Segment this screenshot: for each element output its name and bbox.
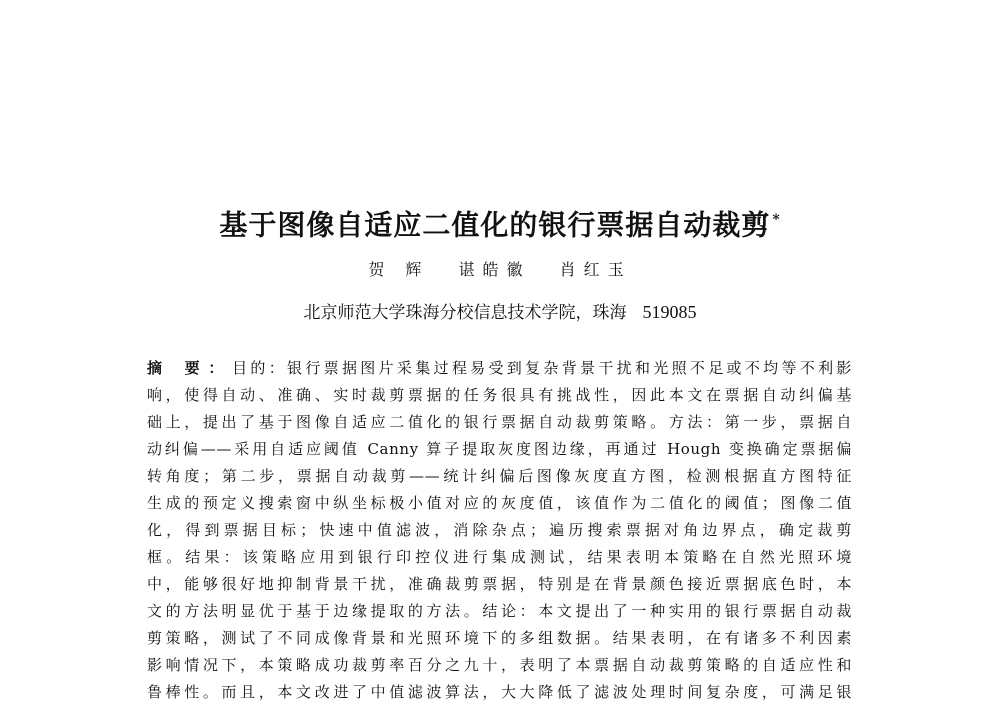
affiliation: [150, 299, 850, 326]
abstract-line: 化，得到票据目标；快速中值滤波，消除杂点；遍历搜索票据对角边界点，确定裁剪: [147, 521, 852, 539]
author-name: 谌皓徽: [458, 260, 531, 279]
abstract-line: 框。结果：该策略应用到银行印控仪进行集成测试，结果表明本策略在自然光照环境: [147, 548, 852, 566]
paper-title-text: 基于图像自适应二值化的银行票据自动裁剪: [219, 208, 771, 242]
affiliation-text: 北京师范大学珠海分校信息技术学院，珠海: [303, 303, 627, 323]
abstract-line-text: 目的：银行票据图片采集过程易受到复杂背景干扰和光照不足或不均等不利影: [232, 359, 852, 377]
title-footnote-mark: *: [772, 212, 781, 228]
abstract-line: 鲁棒性。而且，本文改进了中值滤波算法，大大降低了滤波处理时间复杂度，可满足银: [147, 683, 852, 701]
abstract-line: 影响情况下，本策略成功裁剪率百分之九十，表明了本票据自动裁剪策略的自适应性和: [147, 656, 852, 674]
abstract-label: 摘 要：: [147, 359, 233, 377]
author-list: [150, 258, 850, 282]
postcode: 519085: [642, 302, 697, 322]
author-name: 肖红玉: [559, 260, 632, 279]
abstract-line: 中，能够很好地抑制背景干扰，准确裁剪票据，特别是在背景颜色接近票据底色时，本: [147, 575, 852, 593]
abstract-line: 动纠偏——采用自适应阈值 Canny 算子提取灰度图边缘，再通过 Hough 变换确定票据偏: [147, 440, 852, 458]
paper-title: [150, 200, 850, 245]
abstract-line: 剪策略，测试了不同成像背景和光照环境下的多组数据。结果表明，在有诸多不利因素: [147, 629, 852, 647]
author-name: 贺 辉: [368, 260, 430, 279]
abstract-line: 文的方法明显优于基于边缘提取的方法。结论：本文提出了一种实用的银行票据自动裁: [147, 602, 852, 620]
abstract: [147, 355, 852, 706]
abstract-line: 生成的预定义搜索窗中纵坐标极小值对应的灰度值，该值作为二值化的阈值；图像二值: [147, 494, 852, 512]
abstract-line: 转角度；第二步，票据自动裁剪——统计纠偏后图像灰度直方图，检测根据直方图特征: [147, 467, 852, 485]
abstract-line: 础上，提出了基于图像自适应二值化的银行票据自动裁剪策略。方法：第一步，票据自: [147, 413, 852, 431]
abstract-line: [147, 355, 852, 382]
abstract-line: 响，使得自动、准确、实时裁剪票据的任务很具有挑战性，因此本文在票据自动纠偏基: [147, 386, 852, 404]
